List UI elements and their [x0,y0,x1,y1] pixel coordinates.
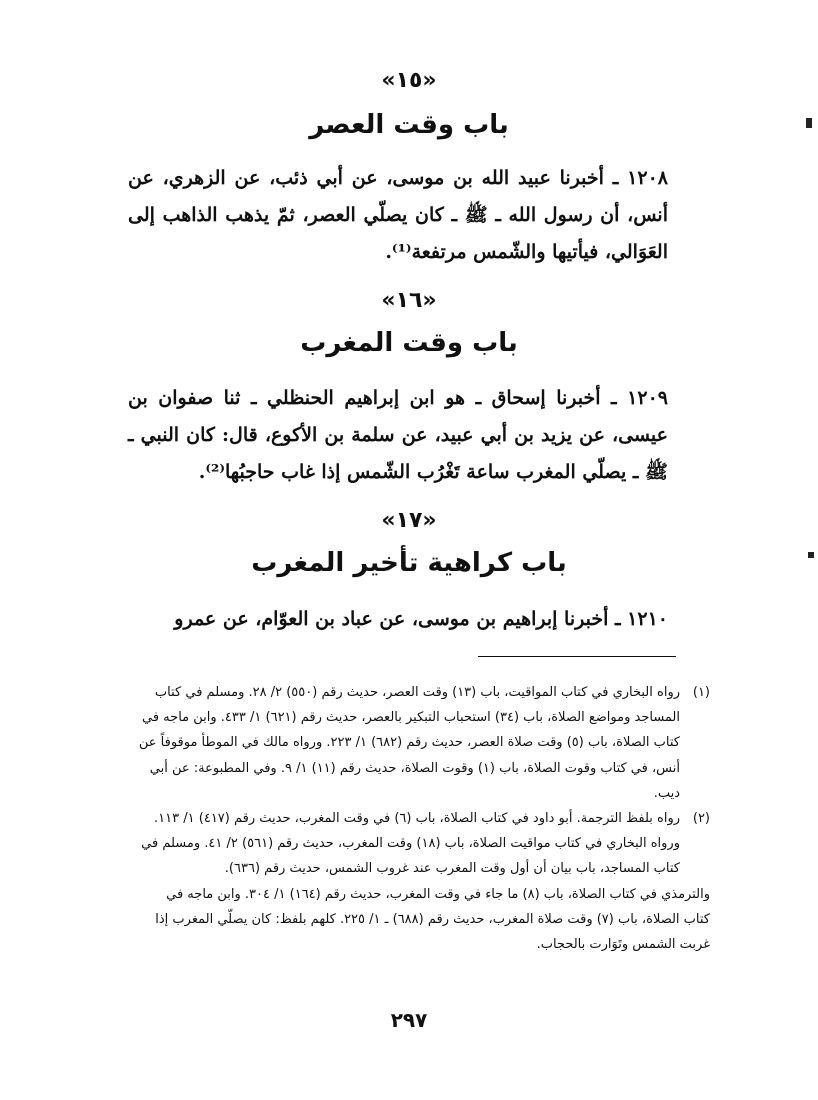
footnote-text: والترمذي في كتاب الصلاة، باب (٨) ما جاء في وقت المغرب، حديث رقم (١٦٤) ١/ ٣٠٤. وابن ماجه في كتاب الصلاة، باب (٧) وقت صلاة المغرب، حديث رقم (٦٨٨) ـ ١/ ٢٢٥. كلهم بلفظ: كان يصلّي المغرب إذا غربت الشمس وتَوَارت بالحجاب. [155,886,710,953]
section-number: «١٦» [381,288,437,313]
chapter-title: باب وقت المغرب [300,328,518,358]
hadith-text: ١٢١٠ ـ أخبرنا إبراهيم بن موسى، عن عباد بن العوّام، عن عمرو [174,608,668,630]
footnote-marker: (١) [692,685,710,700]
footnote-separator [478,656,676,657]
hadith-text: ١٢٠٨ ـ أخبرنا عبيد الله بن موسى، عن أبي ذئب، عن الزهري، عن أنس، أن رسول الله ـ ﷺ ـ كان يصلّي العصر، ثمّ يذهب الذاهب إلى العَوَالي، فيأتيها والشّمس مرتفعة⁽¹⁾. [128,167,668,263]
footnote [138,806,710,882]
footnote-text: رواه بلفظ الترجمة. أبو داود في كتاب الصلاة، باب (٦) في وقت المغرب، حديث رقم (٤١٧) ١/ ١١٣. ورواه البخاري في كتاب مواقيت الصلاة، باب (١٨) وقت المغرب، حديث رقم (٥٦١) ٢/ ٤١. ومسلم في كتاب المساجد، باب بيان أن أول وقت المغرب عند غروب الشمس، حديث رقم (٦٣٦). [141,811,680,877]
section-number: «١٥» [381,68,437,93]
hadith-paragraph [128,380,668,491]
chapter-title: باب كراهية تأخير المغرب [251,548,567,578]
footnote-continuation [138,882,710,958]
hadith-paragraph [128,160,668,271]
footnote-text: رواه البخاري في كتاب المواقيت، باب (١٣) وقت العصر، حديث رقم (٥٥٠) ٢/ ٢٨. ومسلم في كتاب المساجد ومواضع الصلاة، باب (٣٤) استحباب التبكير بالعصر، حديث رقم (٦٢١) ١/ ٤٣٣. وابن ماجه في كتاب الصلاة، باب (٥) وقت صلاة العصر، حديث رقم (٦٨٢) ١/ ٢٢٣. ورواه مالك في الموطأ موقوفاً عن أنس، في كتاب وقوت الصلاة، باب (١) وقوت الصلاة، حديث رقم (١١) ١/ ٩. وفي المطبوعة: عن أبي ديب. [138,685,680,801]
scan-mark [808,552,814,558]
scan-mark [806,118,812,128]
footnote [138,680,710,806]
section-number: «١٧» [381,508,437,533]
footnote-marker: (٢) [692,811,710,827]
page-number: ٢٩٧ [390,1008,428,1032]
footnotes [138,680,710,957]
chapter-title: باب وقت العصر [309,110,509,140]
hadith-text: ١٢٠٩ ـ أخبرنا إسحاق ـ هو ابن إبراهيم الحنظلي ـ ثنا صفوان بن عيسى، عن يزيد بن أبي عبيد، عن سلمة بن الأكوع، قال: كان النبي ـ ﷺ ـ يصلّي المغرب ساعة تَغْرُب الشّمس إذا غاب حاجبُها⁽²⁾. [128,387,668,483]
hadith-paragraph [128,601,668,638]
